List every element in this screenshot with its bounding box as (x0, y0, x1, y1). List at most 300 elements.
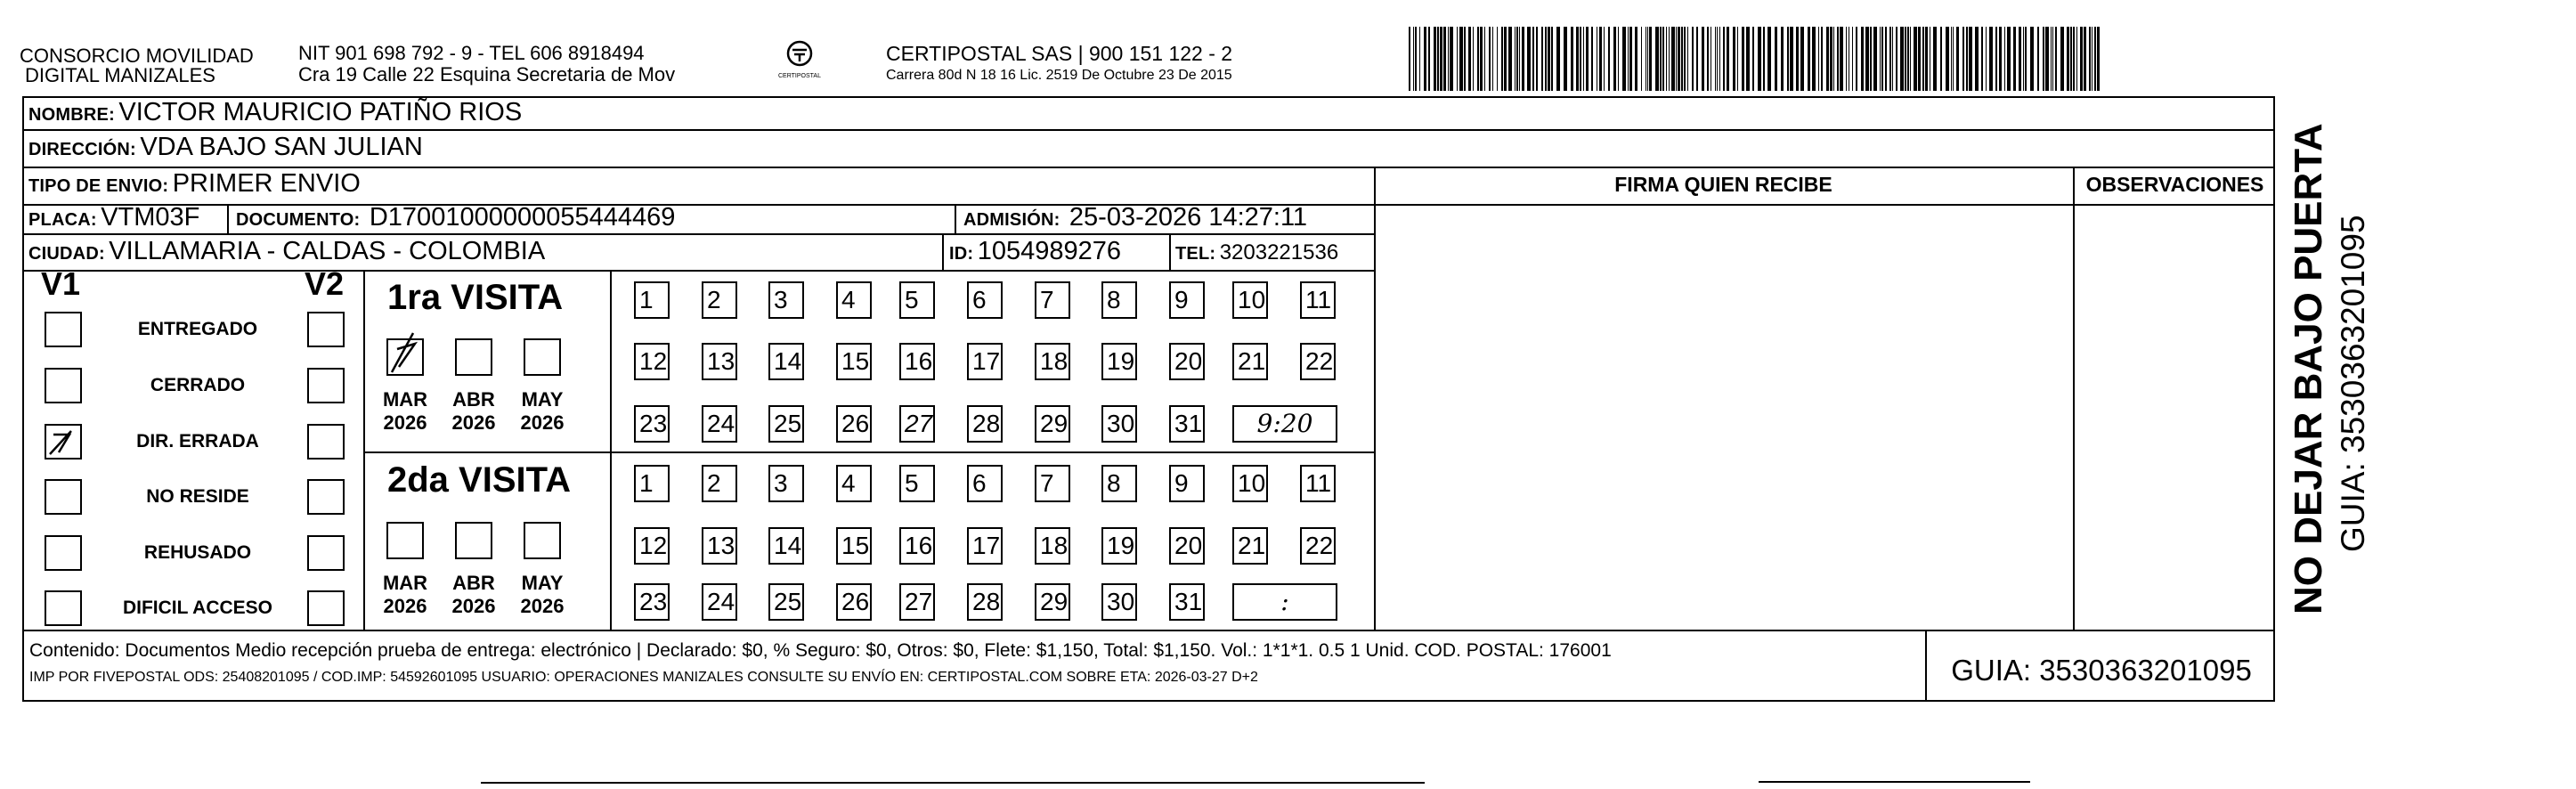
barcode-bar (1468, 27, 1471, 91)
day-box[interactable]: 1 (634, 465, 670, 502)
barcode-bar (1717, 27, 1718, 91)
barcode-bar (1896, 27, 1897, 91)
month-checkbox[interactable] (524, 522, 561, 559)
month-year: 2026 (520, 595, 565, 617)
first-visit-title: 1ra VISITA (387, 278, 564, 317)
barcode-bar (1981, 27, 1983, 91)
barcode-bar (1956, 27, 1959, 91)
day-box[interactable]: 30 (1101, 405, 1137, 443)
day-box[interactable]: 4 (836, 281, 872, 319)
v2-checkbox[interactable] (307, 590, 345, 626)
barcode-bar (1966, 27, 1968, 91)
barcode-bar (2076, 27, 2077, 91)
v1-checkbox[interactable] (45, 590, 82, 626)
status-option-label: REHUSADO (143, 542, 252, 563)
day-box[interactable]: 26 (836, 583, 872, 621)
barcode-bar (1922, 27, 1924, 91)
ciudad-cell (28, 237, 545, 266)
barcode-bar (1464, 27, 1466, 91)
barcode-bar (1548, 27, 1550, 91)
day-box[interactable]: 2 (702, 281, 737, 319)
day-box[interactable]: 9 (1169, 465, 1205, 502)
day-box[interactable]: 13 (702, 527, 737, 565)
sender-address: Cra 19 Calle 22 Esquina Secretaria de Mov (298, 63, 676, 85)
barcode-bar (1986, 27, 1987, 91)
barcode-bar (1692, 27, 1694, 91)
admision-cell (963, 203, 1307, 232)
barcode-bar (2067, 27, 2069, 91)
nombre-row (28, 98, 522, 127)
barcode-bar (1635, 27, 1637, 91)
observations-area[interactable] (2075, 206, 2273, 628)
month-checkbox[interactable] (455, 338, 492, 376)
documento-label: DOCUMENTO: (236, 210, 361, 230)
barcode-bar (1969, 27, 1972, 91)
barcode-bar (1604, 27, 1605, 91)
barcode-bar (1737, 27, 1738, 91)
barcode-bar (1599, 27, 1602, 91)
day-box[interactable]: 21 (1232, 343, 1268, 380)
barcode-bar (2089, 27, 2091, 91)
barcode-bar (1591, 27, 1593, 91)
day-box[interactable]: 11 (1300, 281, 1336, 319)
v1-checkbox[interactable] (45, 312, 82, 347)
barcode-bar (1580, 27, 1581, 91)
barcode-bar (1702, 27, 1704, 91)
barcode-bar (1790, 27, 1793, 91)
second-visit-title: 2da VISITA (387, 460, 571, 500)
tipo-envio-label: TIPO DE ENVIO: (28, 176, 169, 196)
tel-label: TEL: (1175, 244, 1216, 264)
documento-value: D17001000000055444469 (369, 203, 676, 232)
day-box[interactable]: 28 (967, 405, 1003, 443)
barcode-bar (1885, 27, 1887, 91)
barcode-bar (1434, 27, 1436, 91)
day-box[interactable]: 3 (768, 465, 804, 502)
tel-value: 3203221536 (1219, 240, 1339, 264)
day-box[interactable]: 16 (899, 343, 935, 380)
barcode-bar (2004, 27, 2005, 91)
barcode-bar (1873, 27, 1877, 91)
barcode-bar (1515, 27, 1516, 91)
barcode-bar (1477, 27, 1479, 91)
barcode-bar (2019, 27, 2021, 91)
barcode-bar (1962, 27, 1964, 91)
day-box[interactable]: 17 (967, 527, 1003, 565)
month-year: 2026 (451, 411, 496, 434)
day-box[interactable]: 26 (836, 405, 872, 443)
barcode-bar (2055, 27, 2057, 91)
month-year: 2026 (520, 411, 565, 434)
barcode-bar (2080, 27, 2083, 91)
barcode-bar (1870, 27, 1872, 91)
check-mark-icon (386, 328, 426, 376)
day-box[interactable]: 6 (967, 465, 1003, 502)
v1-header: V1 (41, 265, 81, 302)
day-box[interactable]: 23 (634, 583, 670, 621)
day-box[interactable]: 20 (1169, 343, 1205, 380)
month-label: MAR (382, 572, 428, 594)
barcode-bar (1437, 27, 1439, 91)
barcode-bar (1450, 27, 1453, 91)
ciudad-value: VILLAMARIA - CALDAS - COLOMBIA (109, 237, 546, 265)
placa-label: PLACA: (28, 210, 97, 230)
barcode-bar (1787, 27, 1789, 91)
barcode-bar (1800, 27, 1804, 91)
month-label: ABR (452, 572, 495, 594)
placa-cell (28, 203, 199, 232)
day-box[interactable]: 31 (1169, 405, 1205, 443)
barcode-bar (1727, 27, 1729, 91)
barcode-bar (1556, 27, 1560, 91)
firma-header: FIRMA QUIEN RECIBE (1614, 173, 1832, 196)
admision-label: ADMISIÓN: (963, 210, 1060, 230)
barcode-bar (1733, 27, 1735, 91)
month-label: MAY (521, 572, 564, 594)
day-box[interactable]: 23 (634, 405, 670, 443)
barcode-bar (1527, 27, 1531, 91)
barcode-bar (1428, 27, 1430, 91)
barcode-bar (1796, 27, 1799, 91)
barcode-bar (1833, 27, 1834, 91)
admision-value: 25-03-2026 14:27:11 (1069, 203, 1308, 232)
day-box[interactable]: 10 (1232, 465, 1268, 502)
day-box[interactable]: 31 (1169, 583, 1205, 621)
barcode-bar (2037, 27, 2039, 91)
day-box[interactable]: 29 (1035, 405, 1070, 443)
barcode-bar (1629, 27, 1632, 91)
barcode-bar (1618, 27, 1619, 91)
barcode-bar (1641, 27, 1642, 91)
month-checkbox[interactable] (386, 338, 424, 376)
month-label: MAY (521, 388, 564, 411)
barcode-bar (1999, 27, 2002, 91)
barcode-bar (2084, 27, 2086, 91)
barcode-bar (1933, 27, 1937, 91)
consortium-name-line2: DIGITAL MANIZALES (25, 64, 215, 86)
barcode-bar (1681, 27, 1683, 91)
barcode-bar (1489, 27, 1491, 91)
barcode-bar (1900, 27, 1904, 91)
barcode-bar (2051, 27, 2052, 91)
day-box[interactable]: 5 (899, 465, 935, 502)
tel-cell (1175, 240, 1338, 265)
barcode-bar (1687, 27, 1688, 91)
month-year: 2026 (451, 595, 496, 617)
day-box[interactable]: 19 (1101, 527, 1137, 565)
barcode-bar (1484, 27, 1485, 91)
barcode-bar (1840, 27, 1843, 91)
barcode-bar (1946, 27, 1949, 91)
month-label: ABR (452, 388, 495, 411)
month-year: 2026 (383, 595, 427, 617)
barcode-bar (1715, 27, 1716, 91)
barcode-bar (1995, 27, 1997, 91)
day-box[interactable]: 16 (899, 527, 935, 565)
v1-checkbox[interactable] (45, 368, 82, 403)
v2-checkbox[interactable] (307, 535, 345, 571)
barcode-bar (1953, 27, 1954, 91)
check-mark-icon (46, 426, 80, 458)
barcode-bar (1608, 27, 1610, 91)
barcode-bar (1846, 27, 1847, 91)
side-warning: NO DEJAR BAJO PUERTA (2287, 123, 2330, 614)
documento-cell (236, 203, 675, 232)
barcode-bar (1707, 27, 1709, 91)
day-box[interactable]: 19 (1101, 343, 1137, 380)
barcode-bar (1830, 27, 1832, 91)
tipo-envio-value: PRIMER ENVIO (172, 169, 361, 198)
month-checkbox[interactable] (524, 338, 561, 376)
v1-checkbox[interactable] (45, 479, 82, 515)
barcode-bar (1719, 27, 1720, 91)
barcode-bar (1676, 27, 1677, 91)
certipostal-logo (773, 36, 826, 82)
barcode-bar (1746, 27, 1750, 91)
barcode-bar (1649, 27, 1652, 91)
consortium-name-line1: CONSORCIO MOVILIDAD (20, 45, 254, 67)
v2-header: V2 (305, 265, 345, 302)
id-label: ID: (949, 244, 974, 264)
barcode-bar (2073, 27, 2075, 91)
day-box[interactable]: 3 (768, 281, 804, 319)
day-box[interactable]: 2 (702, 465, 737, 502)
day-box[interactable]: 24 (702, 405, 737, 443)
day-box[interactable]: 12 (634, 527, 670, 565)
barcode-bar (1448, 27, 1449, 91)
v1-checkbox[interactable] (45, 535, 82, 571)
barcode-bar (1536, 27, 1538, 91)
barcode-bar (1975, 27, 1979, 91)
day-box[interactable]: 1 (634, 281, 670, 319)
barcode-bar (1613, 27, 1616, 91)
barcode-bar (1497, 27, 1498, 91)
barcode-bar (1492, 27, 1493, 91)
v1-checkbox[interactable] (45, 424, 82, 460)
barcode-bar (2097, 27, 2100, 91)
signature-area[interactable] (1376, 206, 2071, 628)
barcode-bar (1742, 27, 1744, 91)
month-year: 2026 (383, 411, 427, 434)
direccion-label: DIRECCIÓN: (28, 140, 136, 159)
direccion-row (28, 133, 423, 162)
barcode-bar (1443, 27, 1446, 91)
barcode-bar (1669, 27, 1670, 91)
day-box[interactable]: 27 (899, 405, 935, 443)
id-cell (949, 237, 1121, 266)
barcode-bar (1545, 27, 1547, 91)
status-option-label: DIFICIL ACCESO (122, 598, 272, 618)
barcode-bar (1775, 27, 1777, 91)
day-box[interactable]: 25 (768, 583, 804, 621)
day-box[interactable]: 22 (1300, 343, 1336, 380)
day-box[interactable]: 28 (967, 583, 1003, 621)
guia-footer: GUIA: 3530363201095 (1951, 654, 2252, 687)
time-box[interactable]: 9:20 (1232, 405, 1337, 443)
barcode-bar (1501, 27, 1503, 91)
barcode-bar (1865, 27, 1869, 91)
barcode-bar (1662, 27, 1664, 91)
day-box[interactable]: 10 (1232, 281, 1268, 319)
day-box[interactable]: 9 (1169, 281, 1205, 319)
barcode-bar (1516, 27, 1518, 91)
day-box[interactable]: 5 (899, 281, 935, 319)
v2-checkbox[interactable] (307, 312, 345, 347)
barcode-bar (1808, 27, 1810, 91)
day-box[interactable]: 24 (702, 583, 737, 621)
barcode-bar (2025, 27, 2027, 91)
day-box[interactable]: 18 (1035, 527, 1070, 565)
barcode-bar (1767, 27, 1771, 91)
day-box[interactable]: 14 (768, 527, 804, 565)
tear-line-right (1759, 781, 2030, 783)
day-box[interactable]: 25 (768, 405, 804, 443)
barcode-bar (1424, 27, 1426, 91)
nombre-label: NOMBRE: (28, 105, 115, 125)
barcode-bar (1576, 27, 1579, 91)
barcode-bar (1881, 27, 1883, 91)
barcode-bar (1861, 27, 1864, 91)
barcode-bar (1583, 27, 1584, 91)
barcode-bar (2007, 27, 2011, 91)
barcode-bar (1837, 27, 1839, 91)
barcode-bar (1660, 27, 1662, 91)
day-box[interactable]: 12 (634, 343, 670, 380)
status-option-label: NO RESIDE (146, 486, 249, 507)
barcode-bar (1415, 27, 1417, 91)
barcode-bar (1519, 27, 1520, 91)
barcode-bar (1918, 27, 1921, 91)
barcode-bar (1852, 27, 1853, 91)
day-box[interactable]: 18 (1035, 343, 1070, 380)
barcode-bar (1781, 27, 1784, 91)
barcode-bar (1419, 27, 1420, 91)
barcode-bar (1522, 27, 1524, 91)
barcode-bar (1940, 27, 1942, 91)
barcode-bar (1457, 27, 1458, 91)
v2-checkbox[interactable] (307, 368, 345, 403)
barcode-bar (1763, 27, 1765, 91)
barcode-bar (1671, 27, 1675, 91)
carrier-address: Carrera 80d N 18 16 Lic. 2519 De Octubre 23 De 2015 (886, 68, 1232, 83)
barcode-bar (1752, 27, 1754, 91)
barcode-bar (1812, 27, 1816, 91)
barcode-bar (1821, 27, 1823, 91)
barcode-bar (2013, 27, 2016, 91)
barcode (1409, 27, 2103, 91)
v2-checkbox[interactable] (307, 479, 345, 515)
day-box[interactable]: 8 (1101, 281, 1137, 319)
day-box[interactable]: 21 (1232, 527, 1268, 565)
barcode-bar (1914, 27, 1917, 91)
carrier-line: CERTIPOSTAL SAS | 900 151 122 - 2 (886, 42, 1233, 65)
barcode-bar (2070, 27, 2072, 91)
side-guia: GUIA: 3530363201095 (2335, 215, 2371, 552)
status-option-label: CERRADO (150, 375, 246, 395)
day-box[interactable]: 14 (768, 343, 804, 380)
barcode-bar (1989, 27, 1993, 91)
tear-line (481, 782, 1425, 784)
barcode-bar (1723, 27, 1725, 91)
barcode-bar (2043, 27, 2044, 91)
barcode-bar (1818, 27, 1819, 91)
barcode-bar (1892, 27, 1893, 91)
barcode-bar (1647, 27, 1648, 91)
barcode-bar (1905, 27, 1906, 91)
day-box[interactable]: 8 (1101, 465, 1137, 502)
barcode-bar (1504, 27, 1507, 91)
day-box[interactable]: 6 (967, 281, 1003, 319)
direccion-value: VDA BAJO SAN JULIAN (140, 133, 423, 161)
barcode-bar (1925, 27, 1928, 91)
barcode-bar (1480, 27, 1483, 91)
status-option-label: ENTREGADO (137, 319, 258, 339)
barcode-bar (1628, 27, 1629, 91)
status-option-label: DIR. ERRADA (136, 431, 259, 451)
barcode-bar (2094, 27, 2096, 91)
v2-checkbox[interactable] (307, 424, 345, 460)
imp-text: IMP POR FIVEPOSTAL ODS: 25408201095 / COD.IMP: 54592601095 USUARIO: OPERACIONES MANIZALES CONSULTE SU ENVÍO EN: CERTIPOSTAL.COM SOBRE ETA: 2026-03-27 D+2 (29, 670, 1258, 685)
day-box[interactable]: 11 (1300, 465, 1336, 502)
day-box[interactable]: 7 (1035, 281, 1070, 319)
month-checkbox[interactable] (455, 522, 492, 559)
observaciones-header: OBSERVACIONES (2085, 173, 2264, 196)
time-box[interactable]: : (1232, 583, 1337, 621)
day-box[interactable]: 27 (899, 583, 935, 621)
barcode-bar (1413, 27, 1414, 91)
barcode-bar (1532, 27, 1534, 91)
day-box[interactable]: 30 (1101, 583, 1137, 621)
nombre-value: VICTOR MAURICIO PATIÑO RIOS (118, 98, 523, 126)
barcode-bar (2030, 27, 2034, 91)
day-box[interactable]: 29 (1035, 583, 1070, 621)
barcode-bar (1571, 27, 1573, 91)
barcode-bar (1508, 27, 1512, 91)
barcode-bar (1880, 27, 1881, 91)
day-box[interactable]: 13 (702, 343, 737, 380)
barcode-bar (1564, 27, 1567, 91)
day-box[interactable]: 7 (1035, 465, 1070, 502)
day-box[interactable]: 20 (1169, 527, 1205, 565)
barcode-bar (1655, 27, 1659, 91)
month-label: MAR (382, 388, 428, 411)
day-box[interactable]: 17 (967, 343, 1003, 380)
barcode-bar (1678, 27, 1680, 91)
month-checkbox[interactable] (386, 522, 424, 559)
barcode-bar (1684, 27, 1686, 91)
barcode-bar (2052, 27, 2053, 91)
barcode-bar (1622, 27, 1626, 91)
ciudad-label: CIUDAD: (28, 244, 105, 264)
placa-value: VTM03F (101, 203, 200, 232)
nit-line: NIT 901 698 792 - 9 - TEL 606 8918494 (298, 42, 645, 64)
id-value: 1054989276 (977, 237, 1122, 265)
barcode-bar (1826, 27, 1829, 91)
day-box[interactable]: 15 (836, 343, 872, 380)
barcode-bar (2023, 27, 2024, 91)
barcode-bar (1459, 27, 1463, 91)
barcode-bar (1586, 27, 1589, 91)
barcode-bar (1907, 27, 1909, 91)
day-box[interactable]: 15 (836, 527, 872, 565)
barcode-bar (1551, 27, 1553, 91)
barcode-bar (1951, 27, 1952, 91)
barcode-bar (2060, 27, 2064, 91)
day-box[interactable]: 22 (1300, 527, 1336, 565)
barcode-bar (1910, 27, 1911, 91)
day-box[interactable]: 4 (836, 465, 872, 502)
barcode-bar (1409, 27, 1410, 91)
